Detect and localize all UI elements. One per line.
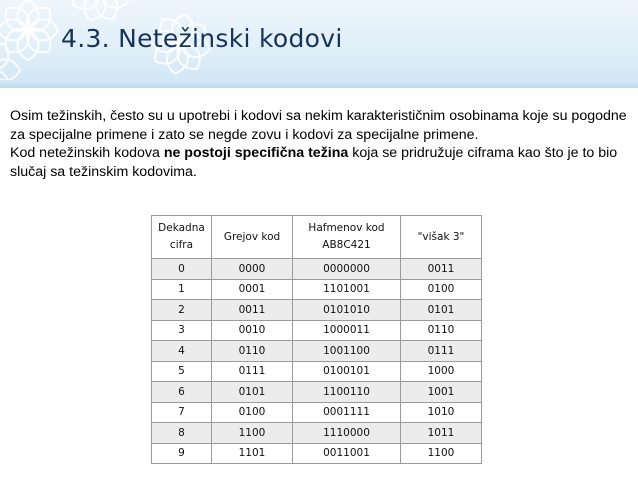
header-gray-code: Grejov kod — [212, 216, 293, 259]
body-text — [10, 107, 630, 181]
header-hamming-code — [293, 216, 401, 259]
cell-excess3: 0110 — [401, 320, 482, 341]
cell-hamming: 1000011 — [293, 320, 401, 341]
table-header-row — [152, 216, 482, 259]
header-excess-3: "višak 3" — [401, 216, 482, 259]
cell-gray: 0101 — [212, 382, 293, 403]
cell-hamming: 1100110 — [293, 382, 401, 403]
cell-excess3: 0100 — [401, 279, 482, 300]
paragraph-2 — [10, 144, 630, 181]
table-row — [152, 382, 482, 403]
cell-hamming: 0001111 — [293, 402, 401, 423]
cell-excess3: 1100 — [401, 443, 482, 464]
header-decimal-digit-line1: Dekadna — [158, 222, 205, 234]
header-band — [0, 80, 638, 88]
header-hamming-code-line2: AB8C421 — [322, 239, 371, 251]
cell-digit: 2 — [152, 300, 212, 321]
table-row — [152, 300, 482, 321]
table-row — [152, 341, 482, 362]
header-decimal-digit — [152, 216, 212, 259]
cell-gray: 0010 — [212, 320, 293, 341]
cell-digit: 4 — [152, 341, 212, 362]
cell-digit: 8 — [152, 423, 212, 444]
cell-gray: 0111 — [212, 361, 293, 382]
table-row — [152, 402, 482, 423]
cell-excess3: 1010 — [401, 402, 482, 423]
slide-header — [0, 0, 638, 88]
cell-gray: 0000 — [212, 259, 293, 280]
cell-digit: 3 — [152, 320, 212, 341]
cell-digit: 0 — [152, 259, 212, 280]
cell-gray: 0100 — [212, 402, 293, 423]
paragraph-1: Osim težinskih, često su u upotrebi i kodovi sa nekim karakterističnim osobinama koje su pogodne za specijalne primene i zato se negde zovu i kodovi za specijalne primene. — [10, 108, 627, 143]
cell-digit: 6 — [152, 382, 212, 403]
cell-hamming: 0100101 — [293, 361, 401, 382]
table-row — [152, 259, 482, 280]
cell-gray: 1100 — [212, 423, 293, 444]
cell-hamming: 1001100 — [293, 341, 401, 362]
cell-excess3: 0011 — [401, 259, 482, 280]
cell-excess3: 0111 — [401, 341, 482, 362]
header-decimal-digit-line2: cifra — [169, 239, 194, 251]
paragraph-2-bold: ne postoji specifična težina — [163, 145, 349, 161]
cell-excess3: 1001 — [401, 382, 482, 403]
cell-gray: 0011 — [212, 300, 293, 321]
cell-excess3: 1000 — [401, 361, 482, 382]
table-row — [152, 320, 482, 341]
paragraph-2-start: Kod netežinskih kodova — [10, 145, 164, 161]
cell-digit: 7 — [152, 402, 212, 423]
table-row — [152, 443, 482, 464]
cell-excess3: 1011 — [401, 423, 482, 444]
codes-table — [151, 215, 482, 464]
table-row — [152, 423, 482, 444]
cell-hamming: 1110000 — [293, 423, 401, 444]
table-row — [152, 361, 482, 382]
cell-digit: 1 — [152, 279, 212, 300]
paragraph-2-end: koja se pridružuje ciframa kao što je to bio slučaj sa težinskim kodovima. — [10, 145, 618, 180]
cell-digit: 9 — [152, 443, 212, 464]
cell-excess3: 0101 — [401, 300, 482, 321]
slide-title: 4.3. Netežinski kodovi — [61, 24, 343, 53]
cell-hamming: 0011001 — [293, 443, 401, 464]
cell-hamming: 1101001 — [293, 279, 401, 300]
header-hamming-code-line1: Hafmenov kod — [308, 222, 385, 234]
cell-gray: 1101 — [212, 443, 293, 464]
cell-gray: 0001 — [212, 279, 293, 300]
table-row — [152, 279, 482, 300]
cell-hamming: 0000000 — [293, 259, 401, 280]
cell-gray: 0110 — [212, 341, 293, 362]
cell-hamming: 0101010 — [293, 300, 401, 321]
cell-digit: 5 — [152, 361, 212, 382]
